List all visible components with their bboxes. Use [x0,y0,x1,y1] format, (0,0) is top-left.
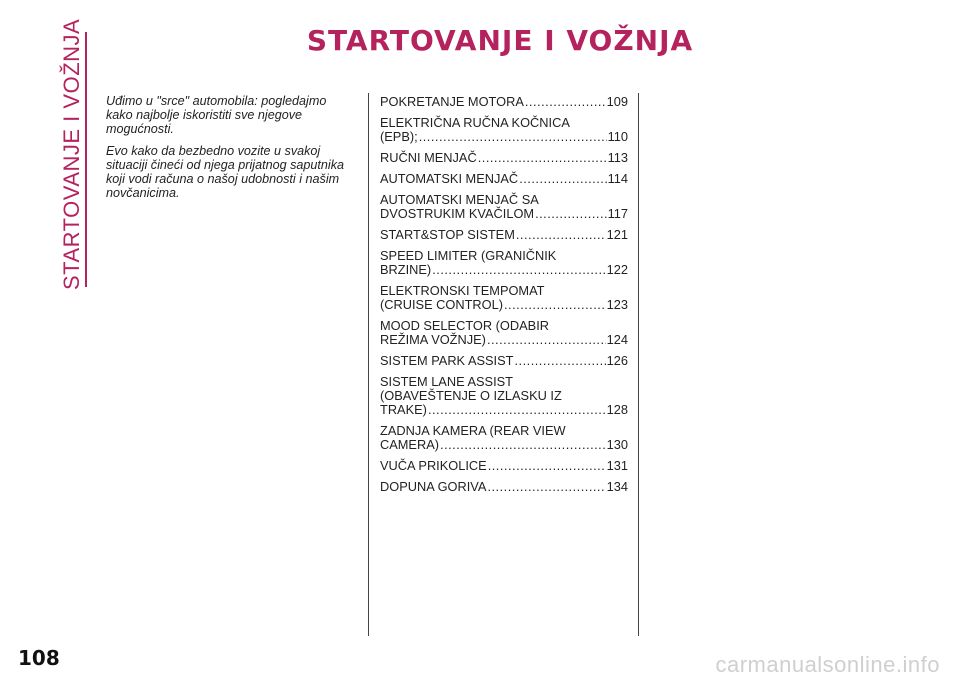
toc-entry-title: SISTEM PARK ASSIST [380,353,514,368]
toc-entry-title-line: ELEKTRONSKI TEMPOMAT [380,283,545,298]
toc-entry[interactable] [380,424,628,452]
toc-page-number: 117 [607,206,628,221]
side-chapter-title: STARTOVANJE I VOŽNJA [59,18,84,290]
intro-text [106,94,356,208]
toc-entry-title-line: SPEED LIMITER (GRANIČNIK [380,248,557,263]
toc-page-number: 109 [606,94,628,109]
toc-entry-title: RUČNI MENJAČ [380,150,477,165]
table-of-contents [380,95,628,501]
toc-entry-line [380,207,628,221]
chapter-title: STARTOVANJE I VOŽNJA [306,24,694,57]
toc-entry[interactable] [380,249,628,277]
toc-entry[interactable] [380,151,628,165]
toc-entry-title: TRAKE) [380,402,427,417]
toc-page-number: 123 [606,297,628,312]
intro-paragraph: Evo kako da bezbedno vozite u svakoj situaciji čineći od njega prijatnog saputnika koji vodi računa o našoj udobnosti i našim novčanicima. [106,144,345,200]
toc-leader-dots [428,403,606,417]
toc-entry[interactable] [380,193,628,221]
toc-entry-title: BRZINE) [380,262,432,277]
toc-entry[interactable] [380,459,628,473]
toc-leader-dots [525,95,606,109]
toc-entry-title-line: MOOD SELECTOR (ODABIR [380,318,549,333]
column-divider-left [368,93,369,636]
column-divider-right [638,93,639,636]
toc-entry[interactable] [380,95,628,109]
toc-entry[interactable] [380,172,628,186]
toc-leader-dots [504,298,606,312]
toc-page-number: 134 [606,479,628,494]
toc-entry-line [380,438,628,452]
toc-leader-dots [535,207,607,221]
watermark: carmanualsonline.info [715,652,940,677]
side-accent-rule [85,32,87,287]
toc-entry[interactable] [380,116,628,144]
toc-entry-line [380,298,628,312]
toc-entry-line [380,403,628,417]
toc-page-number: 121 [606,227,628,242]
toc-entry-title-line: SISTEM LANE ASSIST [380,374,513,389]
toc-leader-dots [478,151,607,165]
toc-entry-line [380,263,628,277]
toc-leader-dots [488,459,606,473]
toc-entry-line [380,130,628,144]
toc-entry-title: (EPB); [380,129,418,144]
toc-entry-title-line: ZADNJA KAMERA (REAR VIEW [380,423,566,438]
toc-leader-dots [514,354,605,368]
toc-entry[interactable] [380,284,628,312]
toc-entry-line [380,172,628,186]
toc-entry-line [380,480,628,494]
toc-entry-title-line: ELEKTRIČNA RUČNA KOČNICA [380,115,570,130]
toc-entry-title: (CRUISE CONTROL) [380,297,503,312]
toc-page-number: 122 [606,262,628,277]
intro-paragraph: Uđimo u "srce" automobila: pogledajmo kako najbolje iskoristiti sve njegove mogućnosti. [106,94,327,136]
toc-leader-dots [519,172,606,186]
toc-page-number: 131 [606,458,628,473]
toc-entry-line [380,354,628,368]
toc-page-number: 114 [607,171,628,186]
toc-entry[interactable] [380,480,628,494]
toc-page-number: 130 [606,437,628,452]
toc-entry-title: REŽIMA VOŽNJE) [380,332,486,347]
toc-page-number: 128 [606,402,628,417]
toc-entry[interactable] [380,354,628,368]
toc-entry[interactable] [380,375,628,417]
toc-entry-title: START&STOP SISTEM [380,227,515,242]
toc-entry-title: AUTOMATSKI MENJAČ [380,171,519,186]
toc-entry-line [380,459,628,473]
toc-entry-line [380,333,628,347]
toc-leader-dots [516,228,606,242]
toc-entry[interactable] [380,319,628,347]
toc-leader-dots [440,438,606,452]
toc-entry-line [380,151,628,165]
toc-entry-line [380,95,628,109]
toc-entry-title: DVOSTRUKIM KVAČILOM [380,206,535,221]
toc-entry-title-line: (OBAVEŠTENJE O IZLASKU IZ [380,388,562,403]
toc-entry[interactable] [380,228,628,242]
toc-page-number: 113 [607,150,628,165]
toc-entry-title: VUČA PRIKOLICE [380,458,487,473]
toc-entry-title: POKRETANJE MOTORA [380,94,524,109]
toc-leader-dots [419,130,607,144]
page-number: 108 [18,646,60,670]
toc-page-number: 110 [607,129,628,144]
toc-entry-title: DOPUNA GORIVA [380,479,487,494]
toc-page-number: 126 [606,353,628,368]
toc-entry-line [380,228,628,242]
toc-leader-dots [432,263,605,277]
toc-entry-title: CAMERA) [380,437,440,452]
toc-entry-title-line: AUTOMATSKI MENJAČ SA [380,192,539,207]
toc-leader-dots [487,333,606,347]
toc-leader-dots [487,480,605,494]
toc-page-number: 124 [606,332,628,347]
